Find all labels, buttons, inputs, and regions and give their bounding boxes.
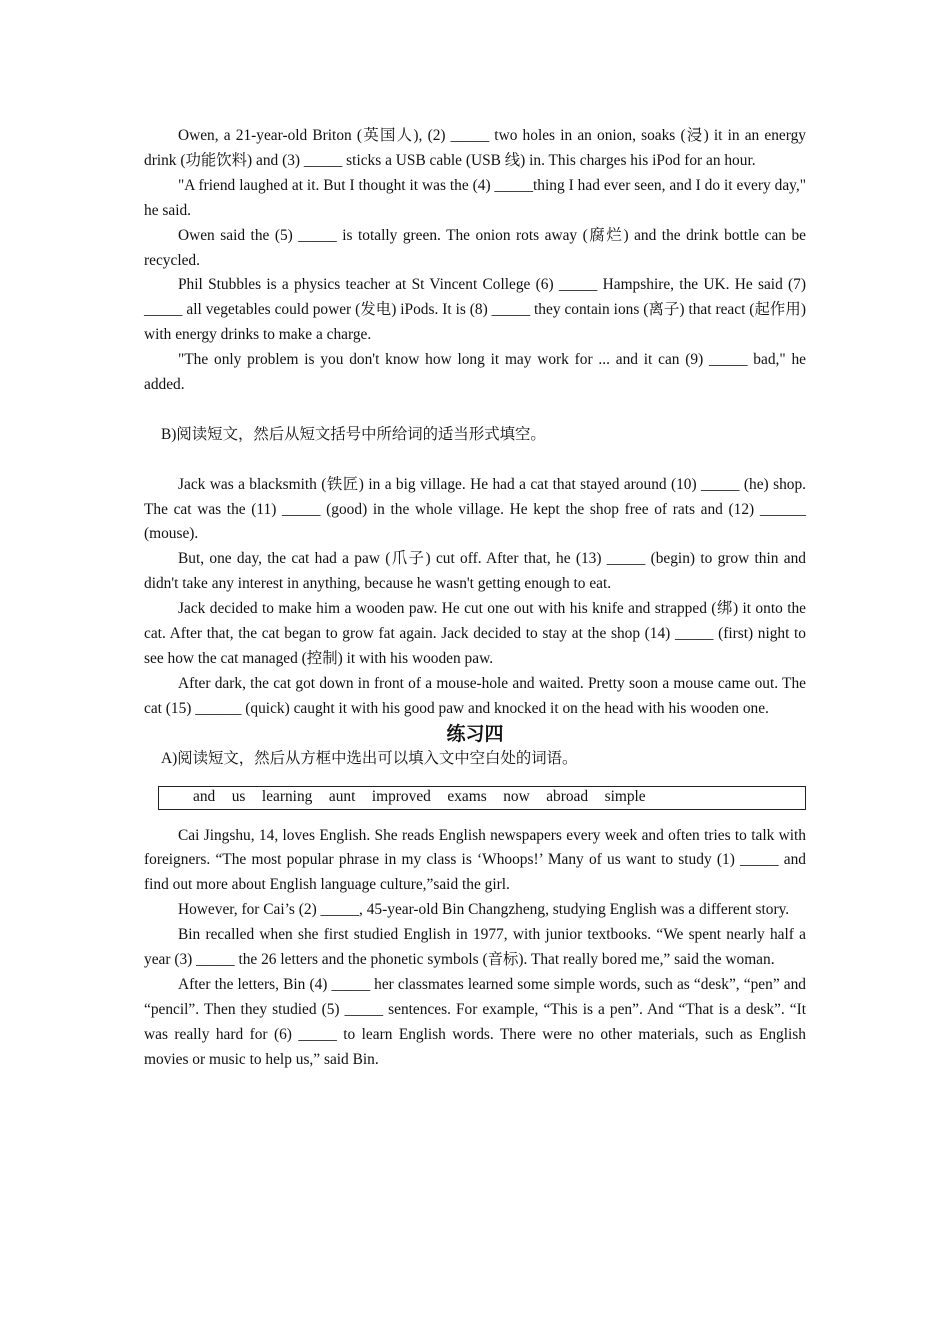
passage-paragraph: Jack decided to make him a wooden paw. He cut one out with his knife and strapped (绑) it onto the cat. After that, the cat began to grow fat again. Jack decided to stay at the shop (14) _____ (first) night to see how the cat managed (控制) it with his wooden paw. bbox=[144, 600, 806, 667]
word-bank-item: abroad bbox=[546, 788, 589, 806]
word-bank-item: improved bbox=[371, 788, 431, 806]
blank-line bbox=[144, 448, 806, 473]
word-bank-item: us bbox=[231, 788, 246, 806]
word-bank-box bbox=[158, 786, 806, 810]
passage-paragraph: After dark, the cat got down in front of a mouse-hole and waited. Pretty soon a mouse came out. The cat (15) ______ (quick) caught it with his good paw and knocked it on the head with his wooden one. bbox=[144, 674, 806, 717]
passage-paragraph: Bin recalled when she first studied English in 1977, with junior textbooks. “We spent nearly half a year (3) _____ the 26 letters and the phonetic symbols (音标). That really bored me,” said the woman. bbox=[144, 926, 806, 969]
word-bank-item: simple bbox=[604, 788, 646, 806]
passage-paragraph: Owen, a 21-year-old Briton (英国人), (2) _____ two holes in an onion, soaks (浸) it in an energy drink (功能饮料) and (3) _____ sticks a USB cable (USB 线) in. This charges his iPod for an hour. bbox=[144, 127, 806, 169]
document-page bbox=[144, 124, 806, 1073]
passage-paragraph: "The only problem is you don't know how long it may work for ... and it can (9) _____ bad," he added. bbox=[144, 351, 806, 394]
section-title: 练习四 bbox=[446, 722, 504, 745]
blank-line bbox=[144, 398, 806, 423]
exercise-b-instruction: B)阅读短文，然后从短文括号中所给词的适当形式填空。 bbox=[161, 425, 546, 443]
word-bank-item: exams bbox=[447, 788, 487, 806]
passage-paragraph: But, one day, the cat had a paw (爪子) cut off. After that, he (13) _____ (begin) to grow thin and didn't take any interest in anything, because he wasn't getting enough to eat. bbox=[144, 550, 806, 593]
word-bank-item: aunt bbox=[328, 788, 356, 806]
passage-paragraph: "A friend laughed at it. But I thought it was the (4) _____thing I had ever seen, and I do it every day," he said. bbox=[144, 176, 806, 219]
word-bank-item: learning bbox=[261, 788, 313, 806]
passage-paragraph: However, for Cai’s (2) _____, 45-year-old Bin Changzheng, studying English was a different story. bbox=[178, 901, 790, 919]
word-bank-item: and bbox=[193, 788, 216, 806]
passage-paragraph: Phil Stubbles is a physics teacher at St Vincent College (6) _____ Hampshire, the UK. He said (7) _____ all vegetables could power (发电) iPods. It is (8) _____ they contain ions (离子) that react (起作用) with energy drinks to make a charge. bbox=[144, 276, 806, 344]
exercise-a-instruction: A)阅读短文，然后从方框中选出可以填入文中空白处的词语。 bbox=[161, 749, 578, 767]
passage-paragraph: Jack was a blacksmith (铁匠) in a big village. He had a cat that stayed around (10) _____ (he) shop. The cat was the (11) _____ (good) in the whole village. He kept the shop free of rats and (12) ______ (mouse). bbox=[144, 475, 806, 543]
passage-paragraph: Cai Jingshu, 14, loves English. She reads English newspapers every week and often tries to talk with foreigners. “The most popular phrase in my class is ‘Whoops!’ Many of us want to study (1) _____ and find out more about English language culture,”said the girl. bbox=[144, 826, 806, 894]
passage-paragraph: After the letters, Bin (4) _____ her classmates learned some simple words, such as “desk”, “pen” and “pencil”. Then they studied (5) _____ sentences. For example, “This is a pen”. And “That is a desk”. “It was really hard for (6) _____ to learn English words. There were no other materials, such as English movies or music to help us,” said Bin. bbox=[144, 975, 806, 1068]
word-bank-item: now bbox=[503, 788, 530, 806]
passage-paragraph: Owen said the (5) _____ is totally green. The onion rots away (腐烂) and the drink bottle can be recycled. bbox=[144, 226, 806, 269]
